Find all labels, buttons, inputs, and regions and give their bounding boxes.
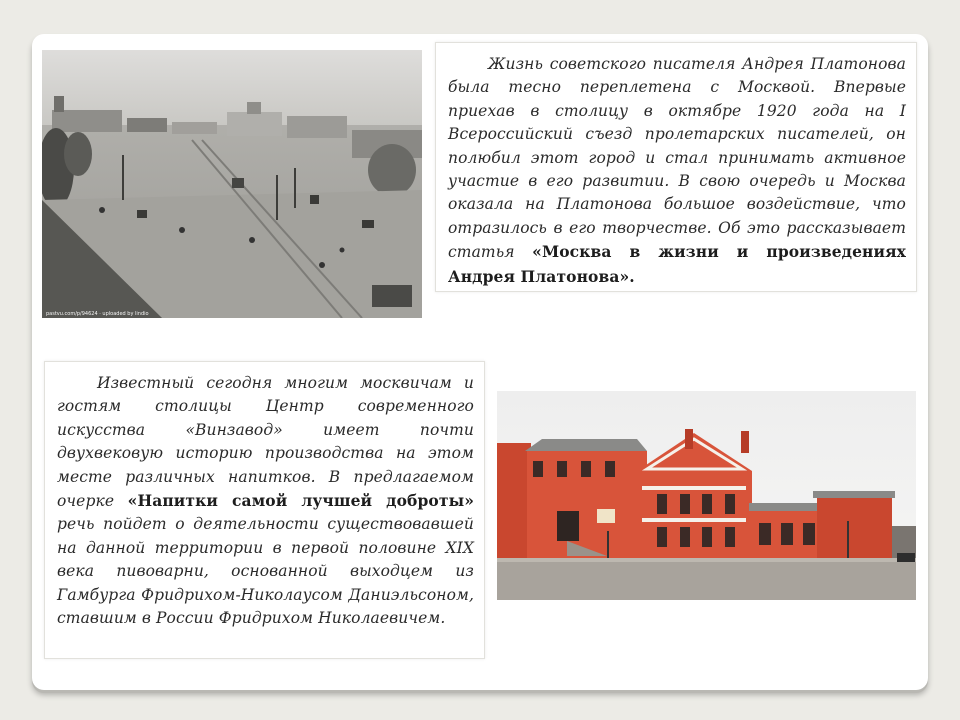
vinzavod-paragraph (57, 372, 474, 630)
platonov-article-link[interactable]: «Москва в жизни и произведениях Андрея Платонова». (448, 242, 906, 286)
vinzavod-article-link[interactable]: «Напитки самой лучшей доброты» (127, 491, 474, 511)
platonov-text: Жизнь советского писателя Андрея Платонова была тесно переплетена с Москвой. Впервые приехав в столицу в октябре 1920 года на I Всероссийский съезд пролетарских писателей, он полюбил этот город и стал принимать активное участие в его развитии. В свою очередь и Москва оказала на Платонова большое воздействие, что отразилось в его творчестве. Об это рассказывает статья (448, 55, 906, 262)
vinzavod-photo (497, 391, 916, 600)
old-photo-drawing (42, 50, 422, 318)
vinzavod-text-end: речь пойдет о деятельности существовавшей на данной территории в первой половине XIX века пивоварни, основанной выходцем из Гамбурга Фридрихом-Николаусом Даниэльсоном, ставшим в России Фридрихом Николаевичем. (57, 515, 474, 628)
old-photo-caption: pastvu.com/p/94624 · uploaded by lindio (46, 311, 149, 317)
vinzavod-text: Известный сегодня многим москвичам и гостям столицы Центр современного искусства «Винзавод» имеет почти двухвековую историю производства на этом месте различных напитков. В предлагаемом очерке (57, 374, 474, 511)
platonov-text-box (435, 42, 917, 292)
vinzavod-drawing (497, 391, 916, 600)
vinzavod-text-box (44, 361, 485, 659)
old-moscow-square-photo (42, 50, 422, 318)
platonov-paragraph (448, 53, 906, 289)
